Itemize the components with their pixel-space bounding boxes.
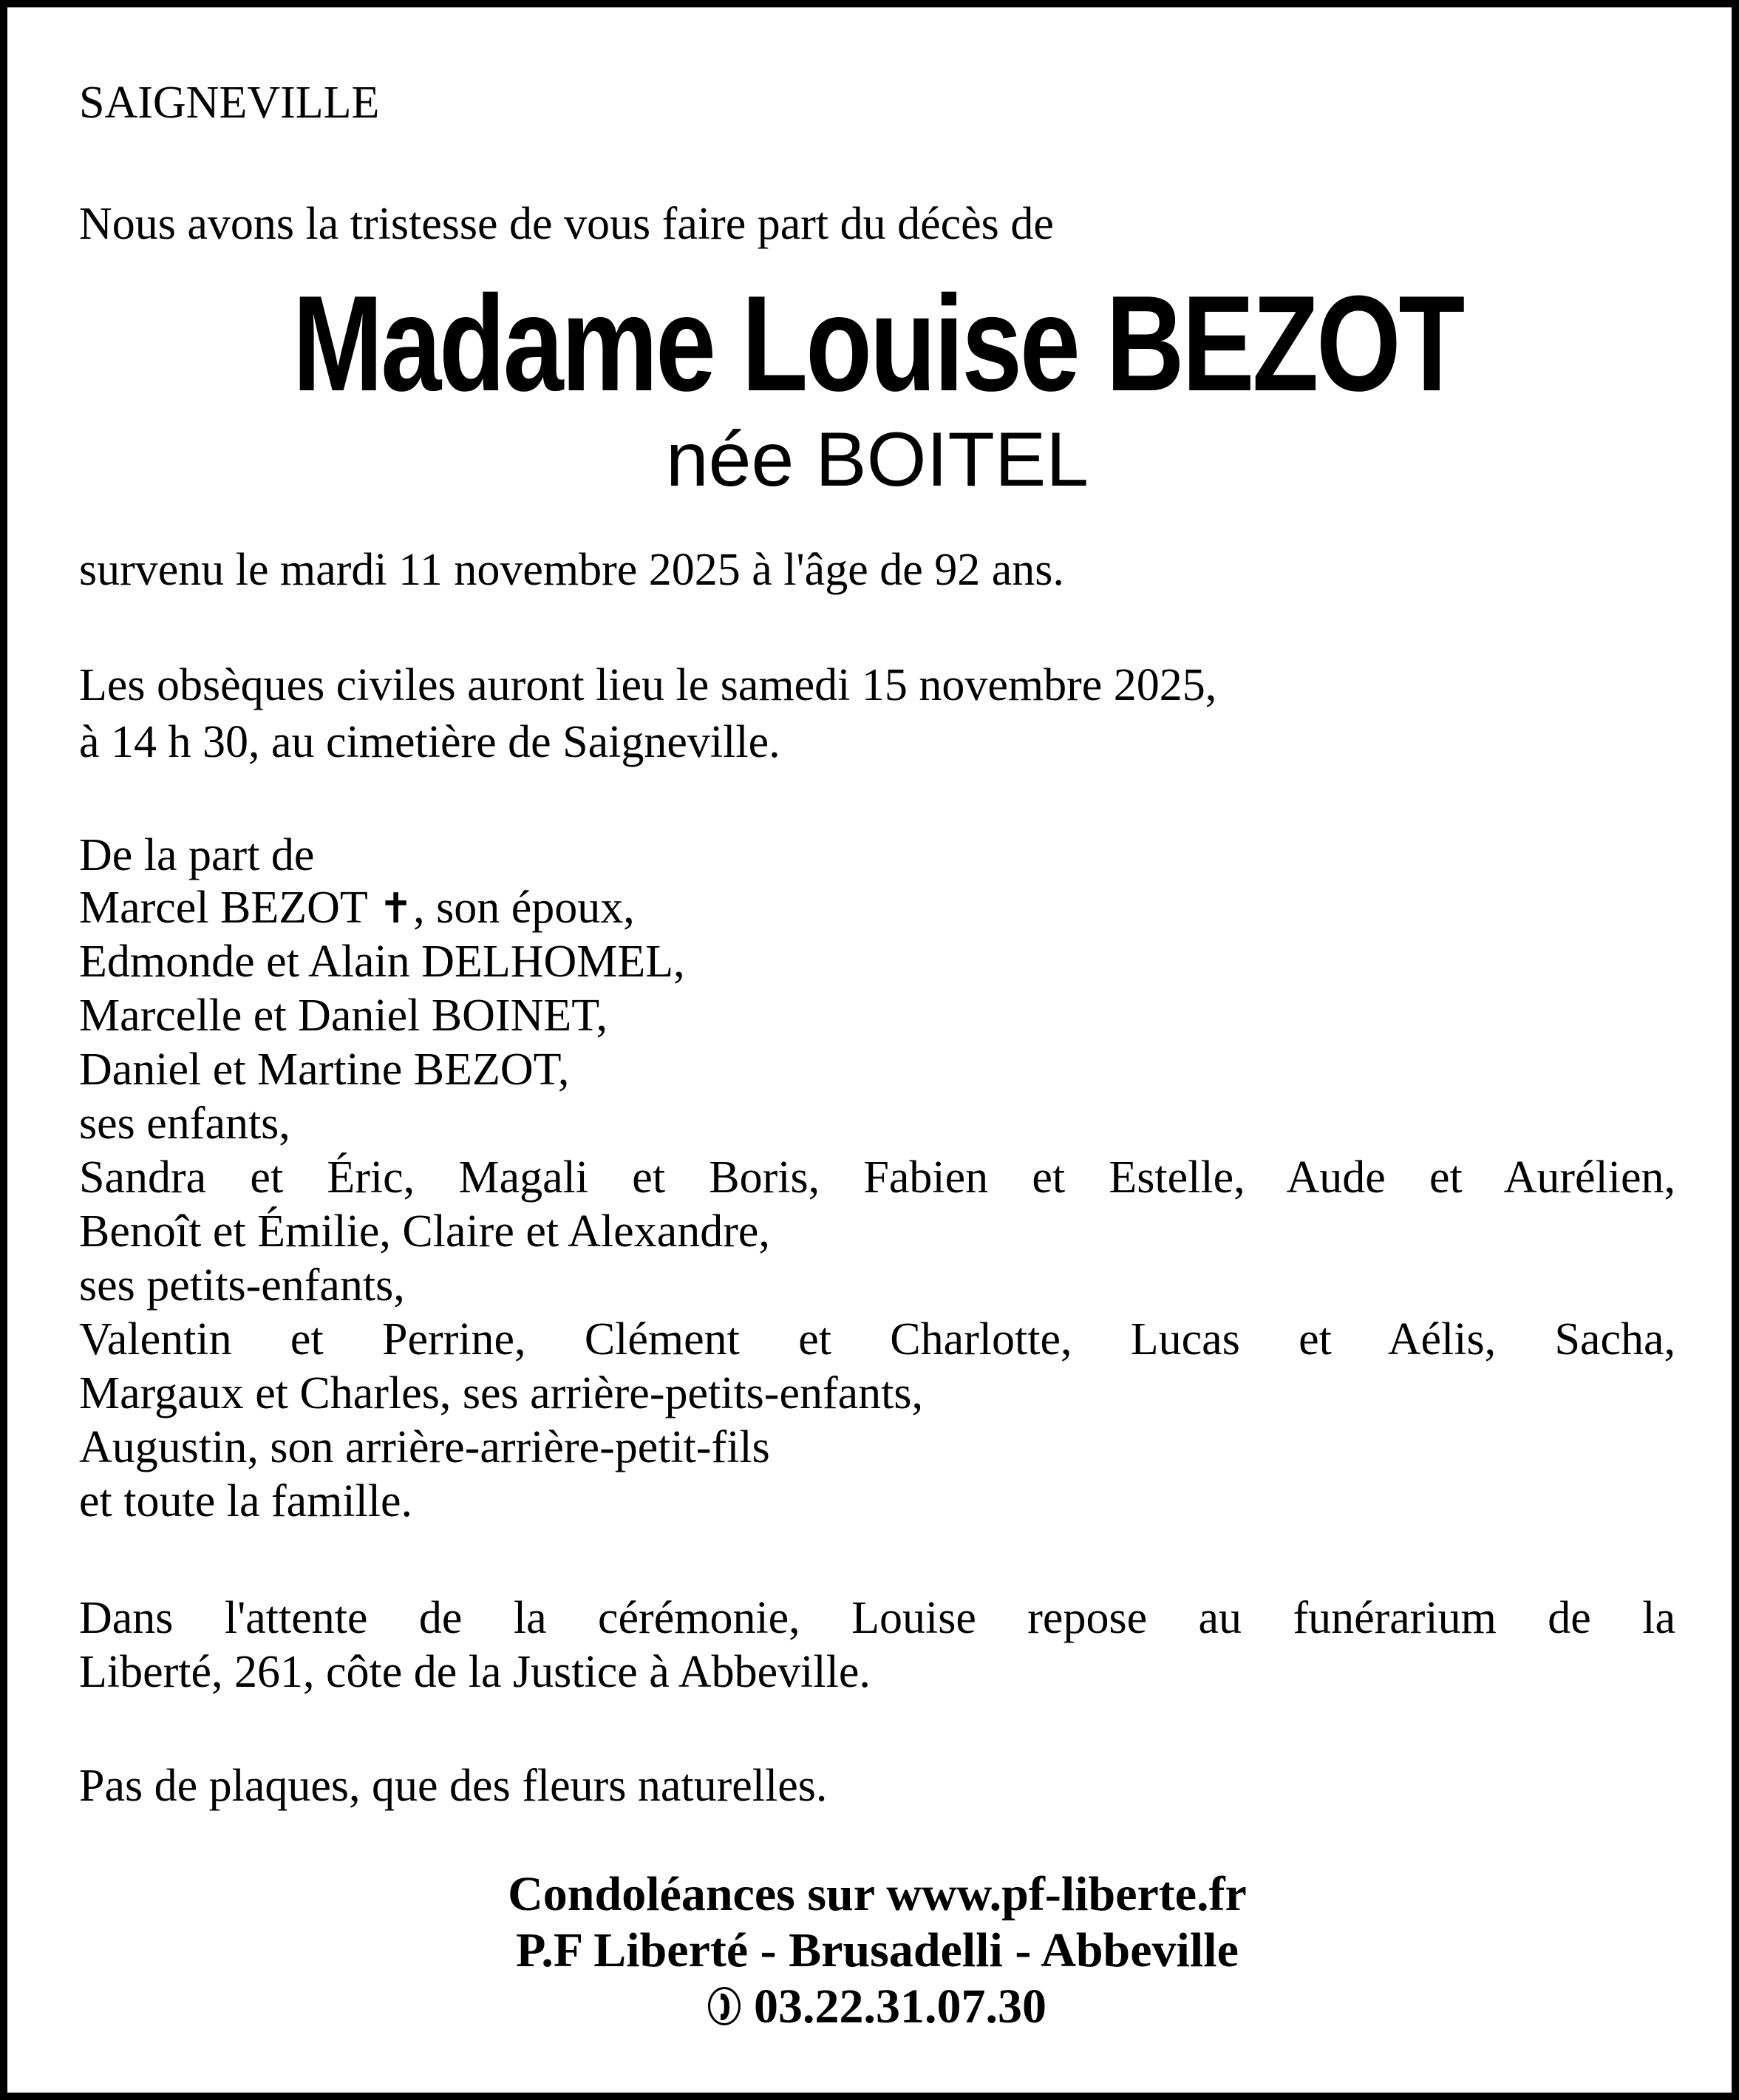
family-intro: De la part de [79, 830, 315, 880]
children-label: ses enfants, [79, 1098, 290, 1149]
child-entry: Marcelle et Daniel BOINET, [79, 990, 608, 1041]
great-grandchildren-line-2: Margaux et Charles, ses arrière-petits-enfants, [79, 1368, 923, 1418]
great-grandchildren-line-1: Valentin et Perrine, Clément et Charlotte, Lucas et Aélis, Sacha, [79, 1314, 1675, 1365]
rest-place-line-1: Dans l'attente de la cérémonie, Louise repose au funérarium de la [79, 1593, 1675, 1643]
deceased-name-text: Madame Louise BEZOT [292, 267, 1463, 419]
spouse-role: , son époux, [413, 883, 635, 933]
condolences-line: Condoléances sur www.pf-liberte.fr [508, 1867, 1247, 1921]
intro-text: Nous avons la tristesse de vous faire part du décès de [79, 199, 1054, 249]
family-closing: et toute la famille. [79, 1476, 413, 1526]
grandchildren-line-1: Sandra et Éric, Magali et Boris, Fabien et Estelle, Aude et Aurélien, [79, 1152, 1675, 1203]
funeral-line-1: Les obsèques civiles auront lieu le samedi 15 novembre 2025, [79, 660, 1217, 710]
spouse-name: Marcel BEZOT [79, 883, 367, 933]
phone-number: 03.22.31.07.30 [754, 1980, 1047, 2033]
death-info: survenu le mardi 11 novembre 2025 à l'âge de 92 ans. [79, 545, 1064, 595]
telephone-icon [708, 1987, 741, 2025]
town-heading: SAIGNEVILLE [79, 78, 380, 128]
great-great-grandson: Augustin, son arrière-arrière-petit-fils [79, 1422, 770, 1472]
funeral-home-name: P.F Liberté - Brusadelli - Abbeville [516, 1923, 1239, 1977]
grandchildren-label: ses petits-enfants, [79, 1260, 405, 1311]
deceased-name [79, 267, 1675, 419]
grandchildren-line-2: Benoît et Émilie, Claire et Alexandre, [79, 1206, 770, 1257]
spouse-line [79, 885, 635, 931]
rest-place-line-2: Liberté, 261, côte de la Justice à Abbeville. [79, 1647, 871, 1697]
child-entry: Daniel et Martine BEZOT, [79, 1044, 570, 1095]
child-entry: Edmonde et Alain DELHOMEL, [79, 937, 685, 987]
phone-line [79, 1982, 1675, 2031]
funeral-line-2: à 14 h 30, au cimetière de Saigneville. [79, 717, 780, 767]
flowers-note: Pas de plaques, que des fleurs naturelles. [79, 1761, 828, 1811]
cross-icon: ✝ [378, 885, 414, 933]
maiden-name: née BOITEL [665, 417, 1089, 503]
